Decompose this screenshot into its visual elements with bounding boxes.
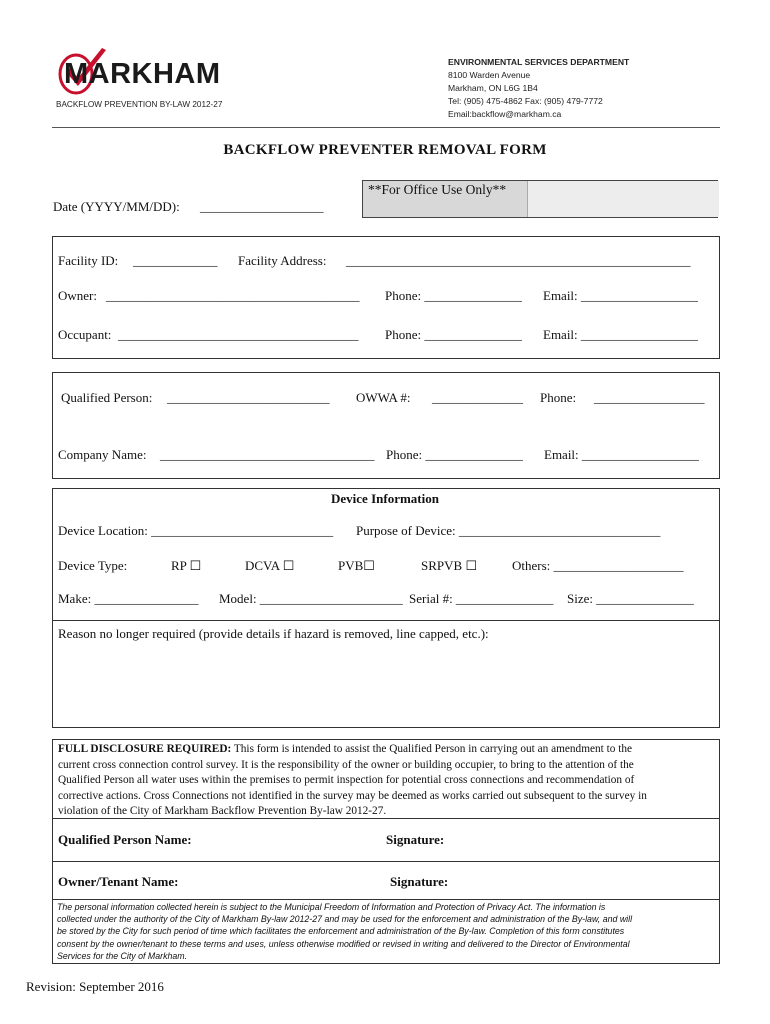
- privacy-line-1: The personal information collected herein is subject to the Municipal Freedom of Information and Protection of Privacy Act. The information is: [57, 902, 606, 912]
- office-use-field: [527, 181, 719, 217]
- owner-email-field[interactable]: Email: __________________: [543, 288, 698, 303]
- size-field[interactable]: Size: _______________: [567, 591, 694, 606]
- device-type-label: Device Type:: [58, 558, 128, 573]
- header-divider: [52, 127, 720, 128]
- device-type-pvb-checkbox[interactable]: PVB☐: [338, 558, 375, 573]
- privacy-line-3: be stored by the City for such period of time which facilitates the enforcement and administration of the By-law. Completion of this form constitutes: [57, 926, 625, 937]
- disclosure-heading: FULL DISCLOSURE REQUIRED:: [58, 743, 232, 755]
- company-phone-field[interactable]: Phone: _______________: [386, 447, 523, 462]
- facility-address-field[interactable]: _____________________________________________________: [346, 253, 691, 268]
- privacy-line-5: Services for the City of Markham.: [57, 950, 188, 961]
- bylaw-label: BACKFLOW PREVENTION BY-LAW 2012-27: [56, 100, 223, 109]
- privacy-line-4: consent by the owner/tenant to these terms and uses, unless otherwise modified or revised in writing and delivered to the Director of Environmental: [57, 938, 630, 949]
- disclosure-line-4: corrective actions. Cross Connections not identified in the survey may be deemed as works carried out subsequent to the survey in: [58, 789, 647, 802]
- owwa-field[interactable]: ______________: [432, 390, 523, 405]
- date-label: Date (YYYY/MM/DD):: [53, 199, 180, 214]
- device-type-others-field[interactable]: Others: ____________________: [512, 558, 684, 573]
- owner-tenant-name-label: Owner/Tenant Name:: [58, 874, 179, 889]
- occupant-label: Occupant:: [58, 327, 112, 342]
- model-field[interactable]: Model: ______________________: [219, 591, 403, 606]
- department-city: Markham, ON L6G 1B4: [448, 83, 538, 93]
- qp-signature-field[interactable]: [455, 826, 715, 856]
- facility-id-field[interactable]: _____________: [133, 253, 218, 268]
- disclosure-divider-2: [52, 861, 720, 862]
- owner-label: Owner:: [58, 288, 97, 303]
- owner-tenant-name-field[interactable]: [200, 868, 380, 896]
- office-use-box: [362, 180, 718, 218]
- company-name-field[interactable]: _________________________________: [160, 447, 375, 462]
- make-field[interactable]: Make: ________________: [58, 591, 199, 606]
- device-heading: Device Information: [331, 491, 439, 506]
- disclosure-line-3: Qualified Person all water uses within the premises to permit inspection for potential cross connections and recommendation of: [58, 774, 635, 786]
- qp-phone-field[interactable]: _________________: [594, 390, 705, 405]
- device-location-field[interactable]: Device Location: ____________________________: [58, 523, 334, 538]
- department-address: 8100 Warden Avenue: [448, 70, 531, 80]
- qp-phone-label: Phone:: [540, 390, 577, 405]
- privacy-line-2: collected under the authority of the City of Markham By-law 2012-27 and may be used for the enforcement and administration of the By-law, and will: [57, 914, 633, 925]
- department-phone: Tel: (905) 475-4862 Fax: (905) 479-7772: [448, 96, 603, 106]
- occupant-phone-field[interactable]: Phone: _______________: [385, 327, 522, 342]
- device-type-dcva-checkbox[interactable]: DCVA ☐: [245, 558, 295, 573]
- facility-address-label: Facility Address:: [238, 253, 327, 268]
- device-type-rp-checkbox[interactable]: RP ☐: [171, 558, 202, 573]
- department-info: [448, 56, 629, 121]
- owwa-label: OWWA #:: [356, 390, 411, 405]
- department-email: Email:backflow@markham.ca: [448, 109, 562, 119]
- disclosure-divider-3: [52, 899, 720, 900]
- device-purpose-field[interactable]: Purpose of Device: _______________________________: [356, 523, 661, 538]
- office-use-label: **For Office Use Only**: [368, 182, 507, 197]
- disclosure-line-2: current cross connection control survey. It is the responsibility of the owner or building occupier, to bring to the attention of the: [58, 758, 634, 771]
- occupant-field[interactable]: _____________________________________: [118, 327, 359, 342]
- owner-signature-label: Signature:: [390, 874, 449, 889]
- device-divider: [52, 620, 720, 621]
- disclosure-text: [58, 742, 718, 820]
- disclosure-line-1: This form is intended to assist the Qualified Person in carrying out an amendment to the: [231, 743, 633, 755]
- company-email-field[interactable]: Email: __________________: [544, 447, 699, 462]
- facility-id-label: Facility ID:: [58, 253, 119, 268]
- owner-field[interactable]: _______________________________________: [106, 288, 360, 303]
- reason-label: Reason no longer required (provide details if hazard is removed, line capped, etc.):: [58, 626, 489, 641]
- reason-textarea[interactable]: [53, 645, 719, 727]
- qp-signature-label: Signature:: [386, 832, 445, 847]
- qp-name-field[interactable]: [210, 826, 380, 856]
- logo-wordmark: MARKHAM: [64, 58, 221, 90]
- qualified-person-field[interactable]: _________________________: [167, 390, 330, 405]
- company-name-label: Company Name:: [58, 447, 147, 462]
- form-title: BACKFLOW PREVENTER REMOVAL FORM: [223, 142, 547, 158]
- owner-phone-field[interactable]: Phone: _______________: [385, 288, 522, 303]
- revision-note: Revision: September 2016: [26, 979, 164, 994]
- disclosure-line-5: violation of the City of Markham Backflow Prevention By-law 2012-27.: [58, 805, 387, 817]
- qualified-person-label: Qualified Person:: [61, 390, 153, 405]
- qp-name-label: Qualified Person Name:: [58, 832, 192, 847]
- device-type-srpvb-checkbox[interactable]: SRPVB ☐: [421, 558, 478, 573]
- date-field[interactable]: ___________________: [200, 199, 324, 214]
- serial-field[interactable]: Serial #: _______________: [409, 591, 554, 606]
- privacy-notice: [57, 901, 719, 962]
- disclosure-divider-1: [52, 818, 720, 819]
- department-name: ENVIRONMENTAL SERVICES DEPARTMENT: [448, 57, 630, 67]
- owner-signature-field[interactable]: [460, 868, 715, 896]
- occupant-email-field[interactable]: Email: __________________: [543, 327, 698, 342]
- city-logo: [56, 46, 226, 98]
